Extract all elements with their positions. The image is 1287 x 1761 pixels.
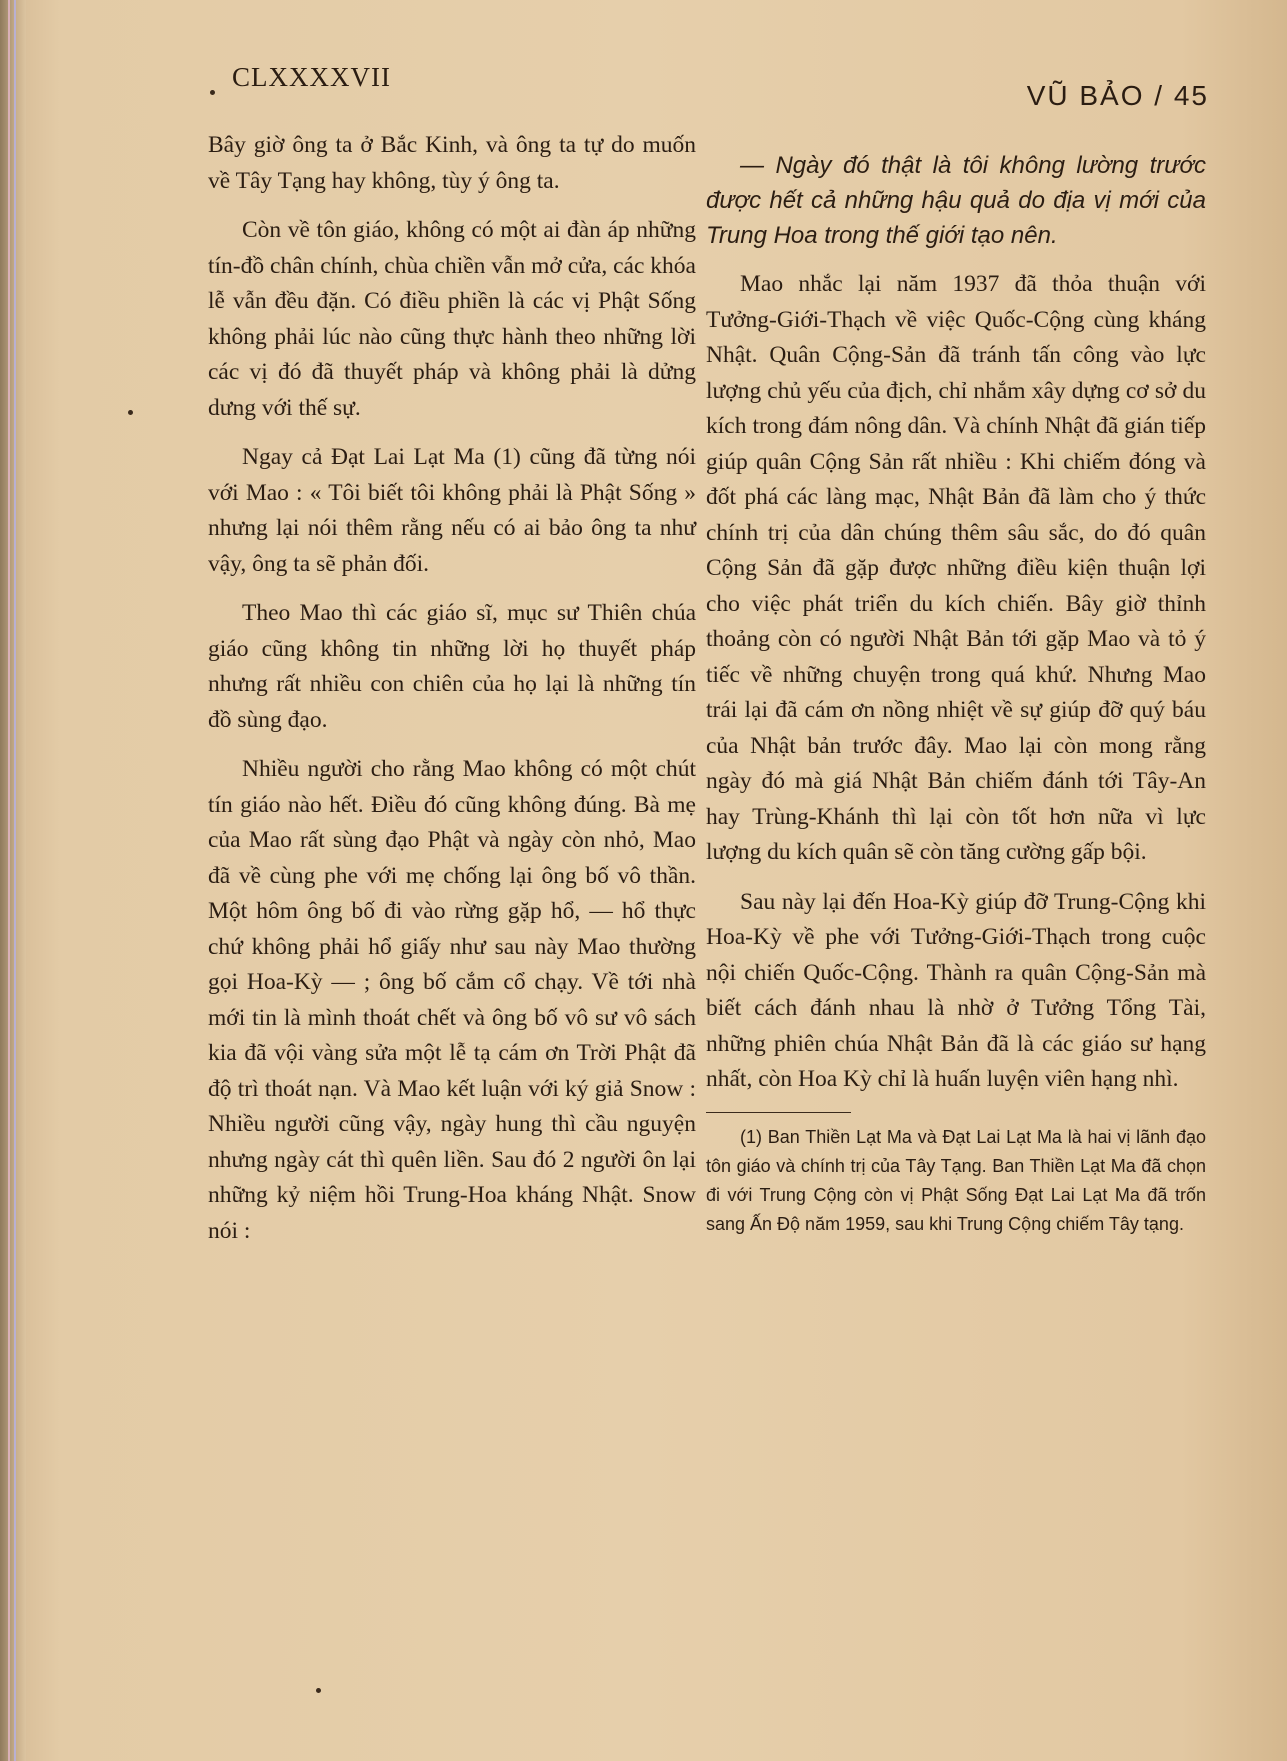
chapter-number: CLXXXXVII (232, 62, 391, 92)
right-column (706, 148, 1206, 1253)
footnote: (1) Ban Thiền Lạt Ma và Đạt Lai Lạt Ma là hai vị lãnh đạo tôn giáo và chính trị của Tây Tạng. Ban Thiền Lạt Ma đã chọn đi với Trung Cộng còn vị Phật Sống Đạt Lai Lạt Ma đã trốn sang Ấn Độ năm 1959, sau khi Trung Cộng chiếm Tây tạng. (706, 1126, 1206, 1234)
paragraph: Nhiều người cho rằng Mao không có một chút tín giáo nào hết. Điều đó cũng không đúng. Bà mẹ của Mao rất sùng đạo Phật và ngày còn nhỏ, Mao đã về cùng phe với mẹ chống lại ông bố vô thần. Một hôm ông bố đi vào rừng gặp hổ, — hổ thực chứ không phải hổ giấy như sau này Mao thường gọi Hoa-Kỳ — ; ông bố cắm cổ chạy. Về tới nhà mới tin là mình thoát chết và ông bố vô sư vô sách kia đã vội vàng sửa một lễ tạ cám ơn Trời Phật đã độ trì thoát nạn. Và Mao kết luận với ký giả Snow : Nhiều người cũng vậy, ngày hung thì cầu nguyện nhưng ngày cát thì quên liền. Sau đó 2 người ôn lại những kỷ niệm hồi Trung-Hoa kháng Nhật. Snow nói : (208, 756, 696, 1244)
paragraph: Ngay cả Đạt Lai Lạt Ma (1) cũng đã từng nói với Mao : « Tôi biết tôi không phải là Phật Sống » nhưng lại nói thêm rằng nếu có ai bảo ông ta như vậy, ông ta sẽ phản đối. (208, 444, 696, 577)
quote-paragraph: — Ngày đó thật là tôi không lường trước được hết cả những hậu quả do địa vị mới của Trung Hoa trong thế giới tạo nên. (706, 152, 1206, 249)
paragraph: Bây giờ ông ta ở Bắc Kinh, và ông ta tự do muốn về Tây Tạng hay không, tùy ý ông ta. (208, 132, 696, 194)
paragraph: Theo Mao thì các giáo sĩ, mục sư Thiên chúa giáo cũng không tin những lời họ thuyết pháp nhưng rất nhiều con chiên của họ lại là những tín đồ sùng đạo. (208, 600, 696, 733)
binding-stripe (8, 0, 10, 1761)
paragraph: Sau này lại đến Hoa-Kỳ giúp đỡ Trung-Cộng khi Hoa-Kỳ về phe với Tưởng-Giới-Thạch trong cuộc nội chiến Quốc-Cộng. Thành ra quân Cộng-Sản mà biết cách đánh nhau là nhờ ở Tưởng Tổng Tài, những phiên chúa Nhật Bản đã là các giáo sư hạng nhất, còn Hoa Kỳ chỉ là huấn luyện viên hạng nhì. (706, 888, 1206, 1092)
paragraph: Còn về tôn giáo, không có một ai đàn áp những tín-đồ chân chính, chùa chiền vẫn mở cửa, các khóa lễ vẫn đều đặn. Có điều phiền là các vị Phật Sống không phải lúc nào cũng thực hành theo những lời các vị đó đã thuyết pháp và không phải là dửng dưng với thế sự. (208, 217, 696, 421)
print-speck (128, 410, 133, 415)
running-head: VŨ BẢO / 45 (1026, 80, 1209, 111)
left-column (208, 128, 696, 1263)
footnote-divider (706, 1112, 851, 1113)
page-binding-edge (0, 0, 26, 1761)
print-speck (210, 90, 215, 95)
binding-stripe (14, 0, 16, 1761)
paragraph: Mao nhắc lại năm 1937 đã thỏa thuận với Tưởng-Giới-Thạch về việc Quốc-Cộng cùng kháng Nhật. Quân Cộng-Sản đã tránh tấn công vào lực lượng chủ yếu của địch, chỉ nhắm xây dựng cơ sở du kích trong đám nông dân. Và chính Nhật đã gián tiếp giúp quân Cộng Sản rất nhiều : Khi chiếm đóng và đốt phá các làng mạc, Nhật Bản đã làm cho ý thức chính trị của dân chúng thêm sâu sắc, do đó quân Cộng Sản đã gặp được những điều kiện thuận lợi cho việc phát triển du kích chiến. Bây giờ thỉnh thoảng còn có người Nhật Bản tới gặp Mao và tỏ ý tiếc về những chuyện trong quá khứ. Nhưng Mao trái lại đã cám ơn nồng nhiệt về sự giúp đỡ quý báu của Nhật bản trước đây. Mao lại còn mong rằng ngày đó mà giá Nhật Bản chiếm đánh tới Tây-An hay Trùng-Khánh thì lại còn tốt hơn nữa vì lực lượng du kích quân sẽ còn tăng cường gấp bội. (706, 271, 1206, 865)
print-speck (316, 1688, 321, 1693)
